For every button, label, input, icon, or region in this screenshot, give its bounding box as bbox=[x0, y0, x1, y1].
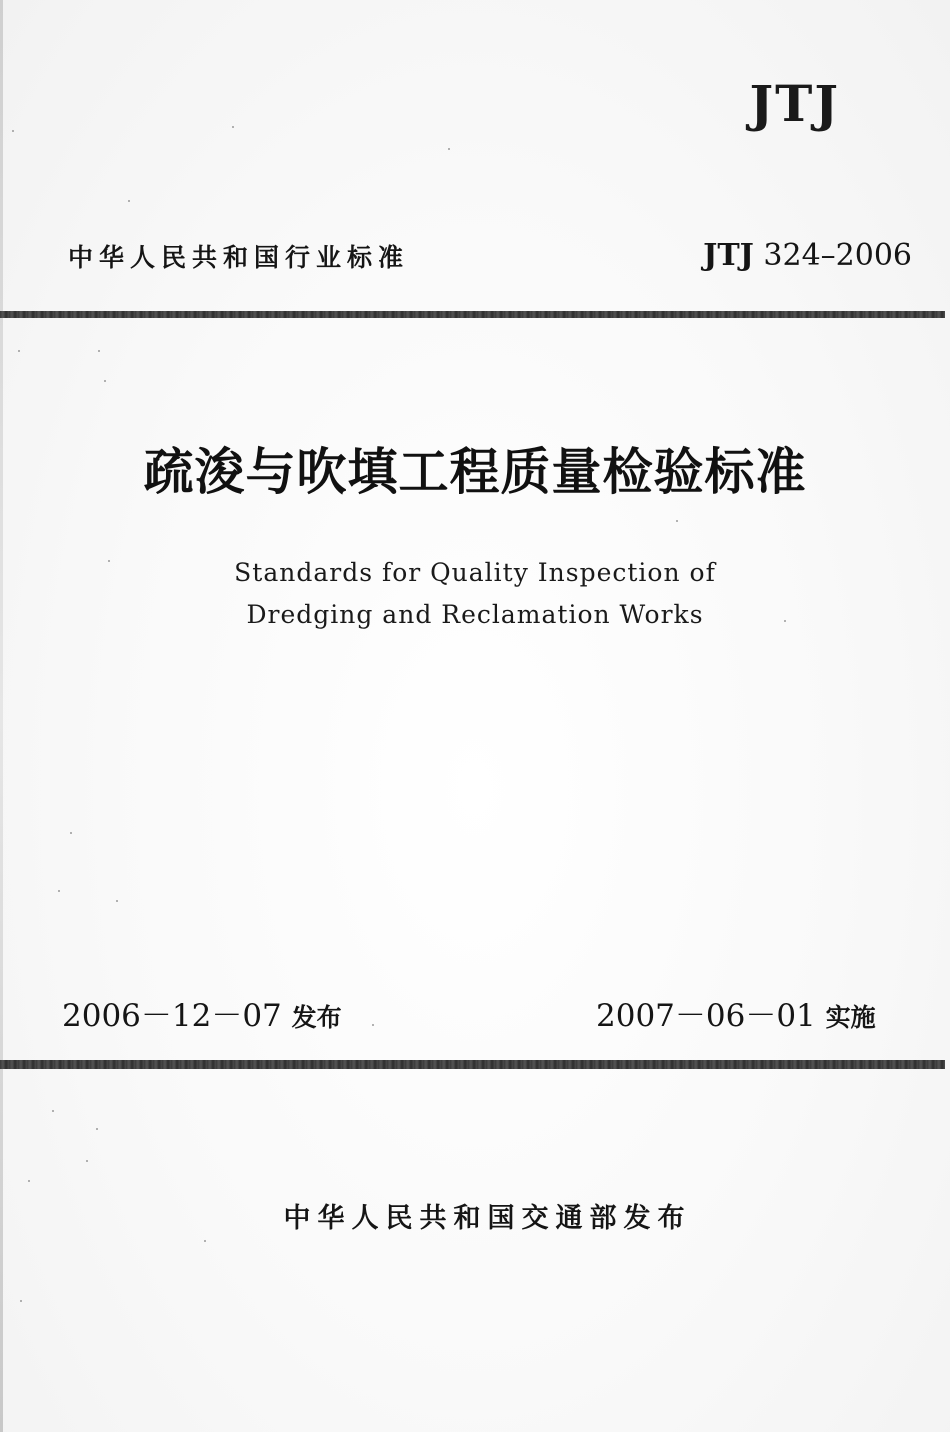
scan-speck bbox=[204, 1240, 206, 1242]
title-english-line2: Dredging and Reclamation Works bbox=[246, 600, 704, 629]
scan-speck bbox=[372, 1024, 374, 1026]
top-divider bbox=[0, 311, 945, 318]
standard-code-prefix: JTJ bbox=[703, 238, 754, 273]
series-mark: JTJ bbox=[749, 74, 840, 133]
effective-date: 2007－06－01 bbox=[596, 998, 816, 1034]
scan-speck bbox=[70, 832, 72, 834]
scan-speck bbox=[18, 350, 20, 352]
scan-speck bbox=[104, 380, 106, 382]
effective-date-block bbox=[596, 990, 876, 1035]
scan-speck bbox=[20, 1300, 22, 1302]
publisher: 中华人民共和国交通部发布 bbox=[283, 1203, 692, 1234]
effective-label: 实施 bbox=[825, 1003, 876, 1032]
issue-date-block bbox=[62, 990, 342, 1035]
standard-type: 中华人民共和国行业标准 bbox=[68, 243, 410, 272]
standard-code bbox=[703, 238, 912, 273]
scan-speck bbox=[232, 126, 234, 128]
bottom-divider bbox=[0, 1060, 945, 1069]
scan-speck bbox=[116, 900, 118, 902]
scan-speck bbox=[12, 130, 14, 132]
scan-speck bbox=[98, 350, 100, 352]
scan-speck bbox=[784, 620, 786, 622]
scan-speck bbox=[108, 560, 110, 562]
scan-speck bbox=[96, 1128, 98, 1130]
standard-code-number: 324–2006 bbox=[763, 238, 912, 273]
title-english-line1: Standards for Quality Inspection of bbox=[234, 558, 716, 587]
scan-speck bbox=[448, 148, 450, 150]
scan-speck bbox=[128, 200, 130, 202]
scan-speck bbox=[28, 1180, 30, 1182]
scan-speck bbox=[58, 890, 60, 892]
issue-label: 发布 bbox=[291, 1003, 342, 1032]
issue-date: 2006－12－07 bbox=[62, 998, 282, 1034]
title-chinese: 疏浚与吹填工程质量检验标准 bbox=[143, 443, 807, 501]
scan-speck bbox=[86, 1160, 88, 1162]
scan-speck bbox=[52, 1110, 54, 1112]
scan-speck bbox=[676, 520, 678, 522]
